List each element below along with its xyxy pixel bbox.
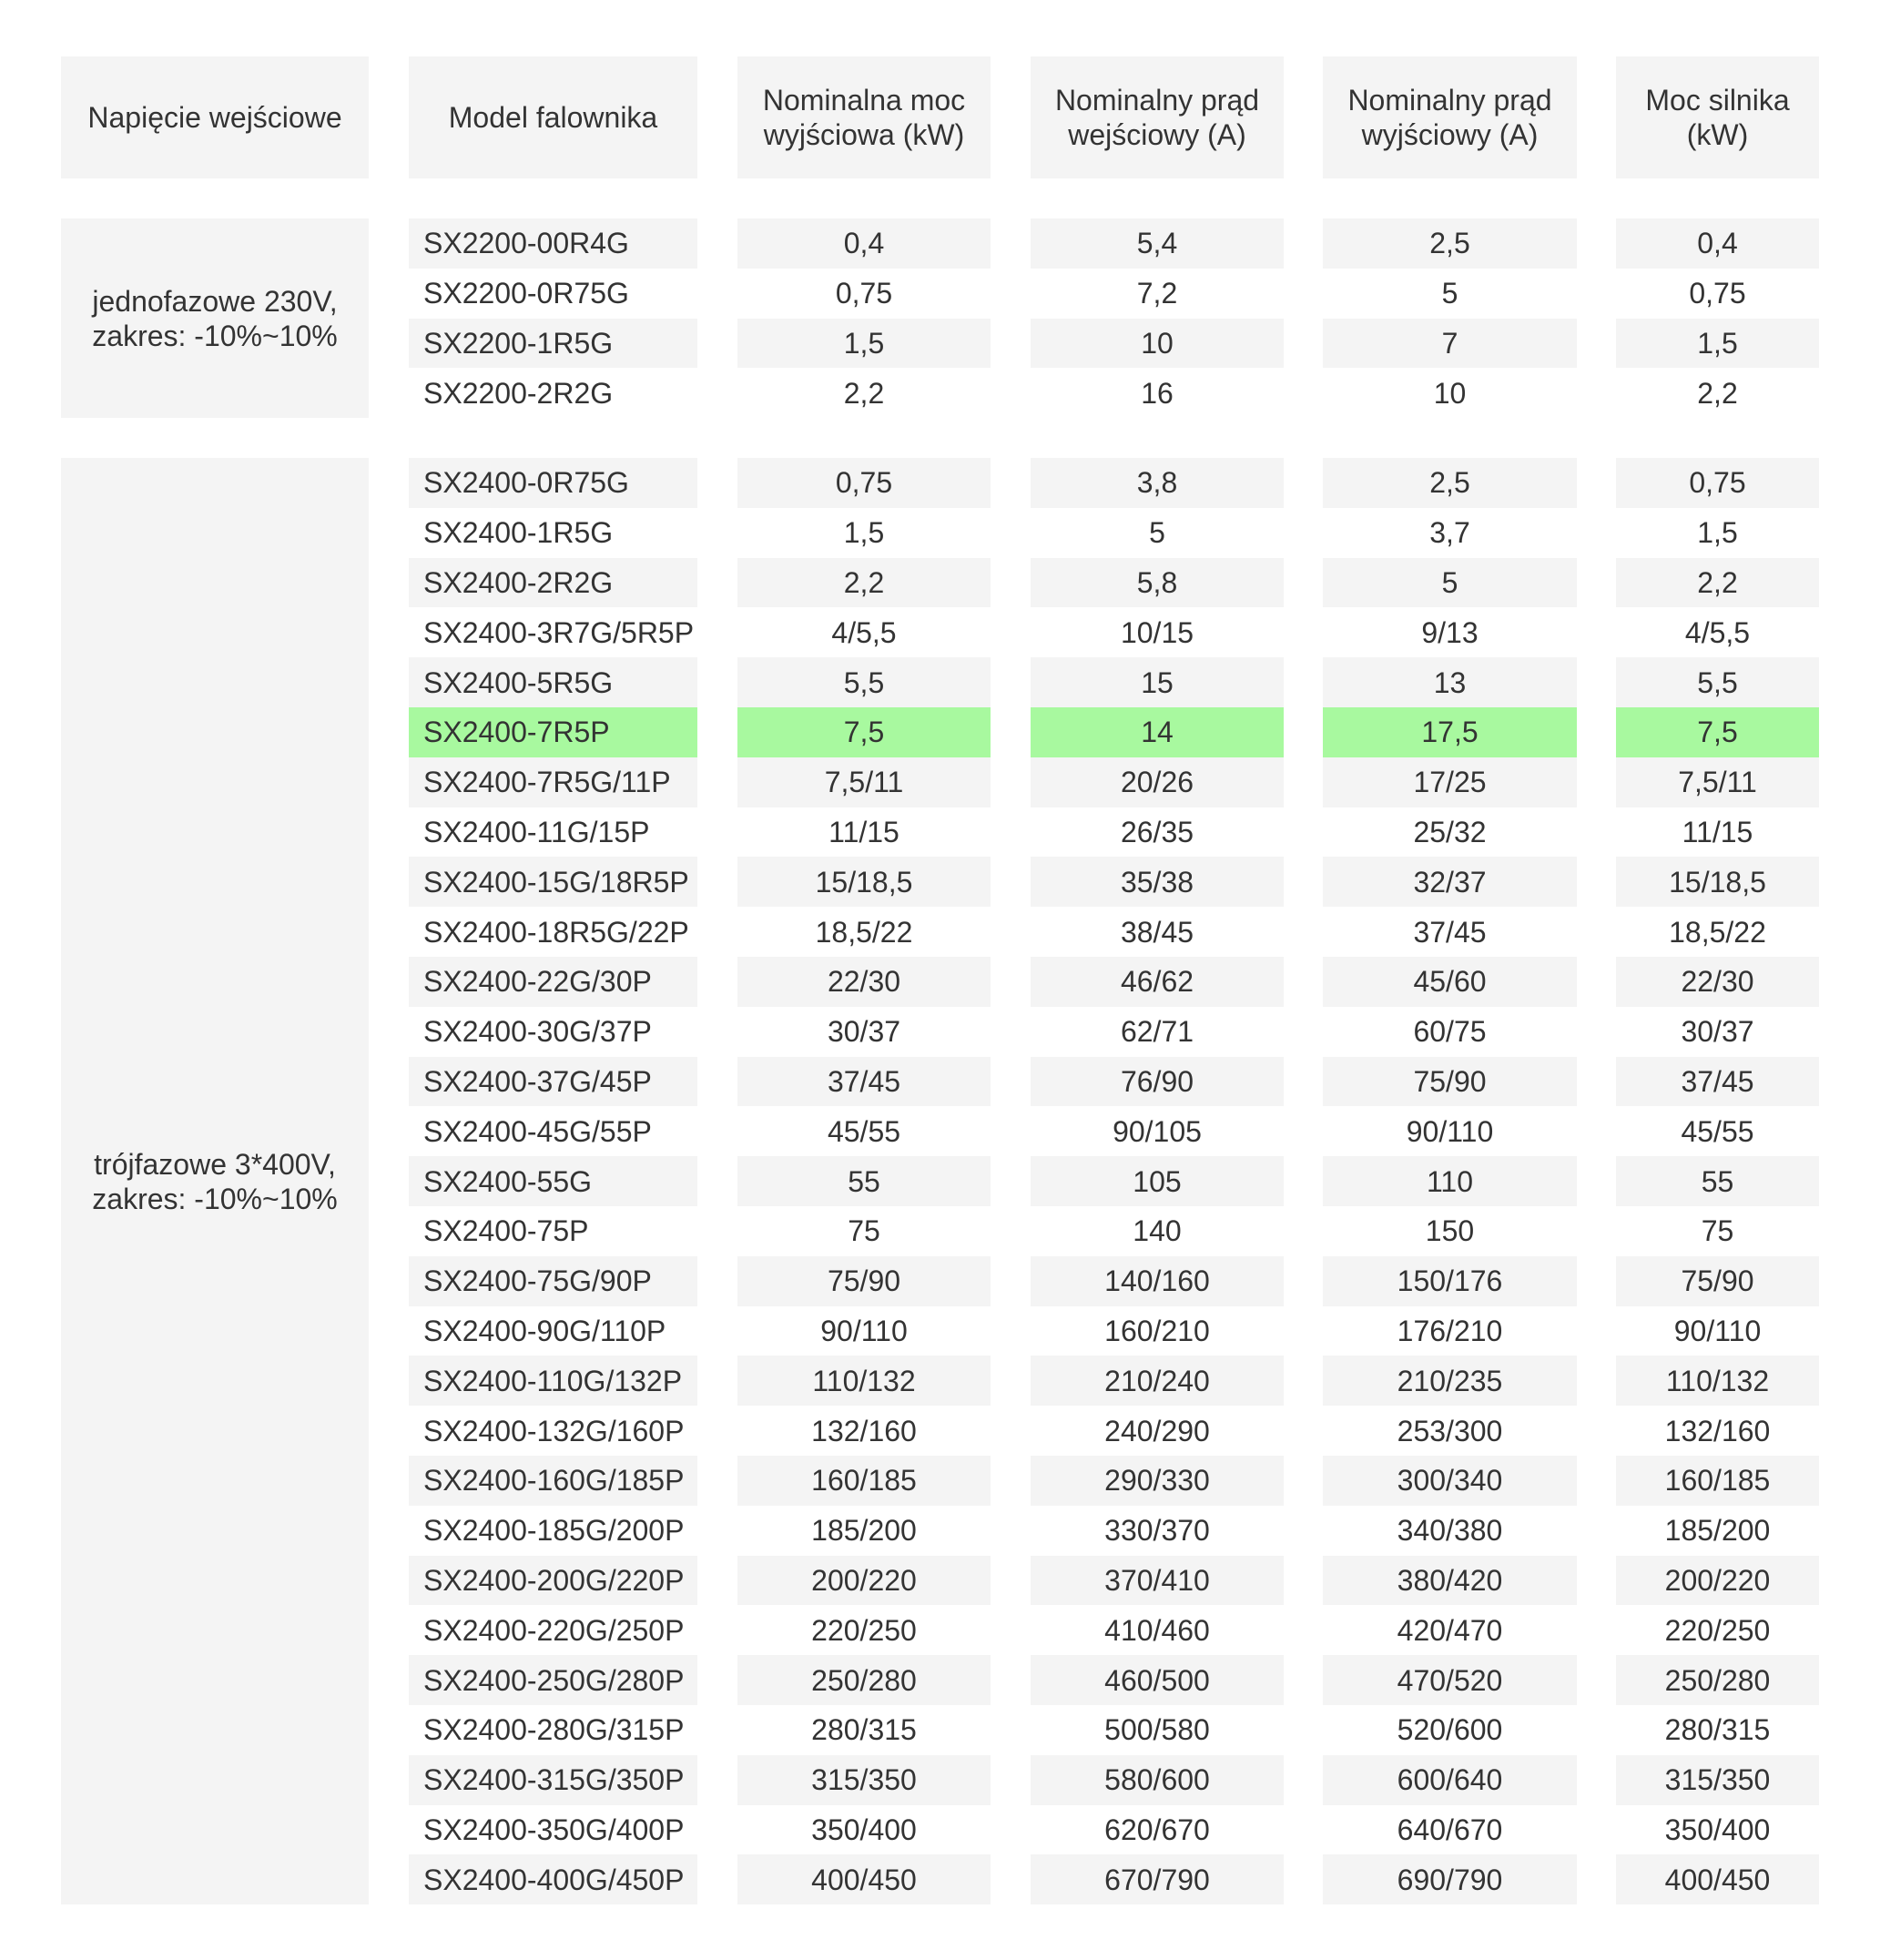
output-current-cell: 7 [1323,319,1577,369]
motor-power-cell: 160/185 [1616,1456,1819,1506]
output-current-cell: 380/420 [1323,1556,1577,1606]
motor-power-cell: 30/37 [1681,1015,1754,1049]
input-current-cell: 76/90 [1031,1057,1284,1107]
input-current-cell: 240/290 [1104,1414,1210,1447]
model-cell: SX2400-350G/400P [423,1813,685,1846]
model-cell: SX2400-18R5G/22P [423,915,689,949]
power-cell: 22/30 [737,957,991,1007]
motor-power-cell: 11/15 [1682,815,1753,848]
input-current-cell: 26/35 [1120,815,1194,848]
output-current-cell: 10 [1433,376,1467,410]
power-cell: 0,75 [835,277,893,310]
motor-power-cell: 0,75 [1689,277,1746,310]
power-cell: 30/37 [827,1015,901,1049]
output-current-cell: 176/210 [1397,1314,1503,1347]
motor-power-cell: 0,4 [1616,218,1819,269]
output-current-cell: 470/520 [1323,1655,1577,1705]
output-current-cell: 17/25 [1323,757,1577,807]
output-current-cell: 150 [1425,1214,1475,1248]
model-cell: SX2400-55G [409,1156,697,1206]
input-current-cell: 580/600 [1031,1755,1284,1805]
column-header: Model falownika [409,56,697,178]
model-cell: SX2400-160G/185P [409,1456,697,1506]
model-cell: SX2400-90G/110P [423,1314,666,1347]
column-header: Nominalny prąd wyjściowy (A) [1323,56,1577,178]
input-current-cell: 290/330 [1031,1456,1284,1506]
power-cell: 185/200 [811,1514,917,1548]
model-cell: SX2400-30G/37P [423,1015,652,1049]
model-cell: SX2200-2R2G [423,376,614,410]
column-header: Napięcie wejściowe [61,56,369,178]
motor-power-cell: 7,5/11 [1616,757,1819,807]
input-current-cell: 500/580 [1104,1713,1210,1747]
output-current-cell: 5 [1323,558,1577,608]
input-current-cell: 16 [1141,376,1174,410]
model-cell: SX2400-185G/200P [423,1514,685,1548]
output-current-cell: 32/37 [1323,857,1577,907]
motor-power-cell: 2,2 [1616,558,1819,608]
model-cell: SX2200-00R4G [409,218,697,269]
output-current-cell: 17,5 [1323,707,1577,757]
output-current-cell: 5 [1441,277,1458,310]
input-current-cell: 38/45 [1120,915,1194,949]
model-cell: SX2400-22G/30P [409,957,697,1007]
power-cell: 75 [848,1214,880,1248]
output-current-cell: 640/670 [1397,1813,1503,1846]
model-cell: SX2400-37G/45P [409,1057,697,1107]
output-current-cell: 60/75 [1413,1015,1487,1049]
motor-power-cell: 22/30 [1616,957,1819,1007]
motor-power-cell: 7,5 [1616,707,1819,757]
model-cell: SX2400-3R7G/5R5P [423,615,695,649]
motor-power-cell: 4/5,5 [1684,615,1751,649]
output-current-cell: 340/380 [1397,1514,1503,1548]
input-current-cell: 460/500 [1031,1655,1284,1705]
power-cell: 160/185 [737,1456,991,1506]
motor-power-cell: 110/132 [1616,1356,1819,1406]
power-cell: 2,2 [843,376,885,410]
power-cell: 37/45 [737,1057,991,1107]
input-current-cell: 670/790 [1031,1854,1284,1904]
model-cell: SX2400-5R5G [409,657,697,707]
motor-power-cell: 90/110 [1673,1314,1762,1347]
input-current-cell: 105 [1031,1156,1284,1206]
output-current-cell: 37/45 [1413,915,1487,949]
power-cell: 55 [737,1156,991,1206]
model-cell: SX2400-15G/18R5P [409,857,697,907]
voltage-group-label: trójfazowe 3*400V, zakres: -10%~10% [61,458,369,1904]
input-current-cell: 5,8 [1031,558,1284,608]
motor-power-cell: 250/280 [1616,1655,1819,1705]
motor-power-cell: 45/55 [1681,1114,1754,1148]
model-cell: SX2400-250G/280P [409,1655,697,1705]
motor-power-cell: 280/315 [1664,1713,1771,1747]
output-current-cell: 600/640 [1323,1755,1577,1805]
model-cell: SX2400-1R5G [423,516,614,550]
motor-power-cell: 350/400 [1664,1813,1771,1846]
motor-power-cell: 315/350 [1616,1755,1819,1805]
input-current-cell: 3,8 [1031,458,1284,508]
power-cell: 2,2 [737,558,991,608]
output-current-cell: 25/32 [1413,815,1487,848]
model-cell: SX2400-75P [423,1214,589,1248]
input-current-cell: 620/670 [1104,1813,1210,1846]
power-cell: 7,5 [737,707,991,757]
input-current-cell: 160/210 [1104,1314,1210,1347]
input-current-cell: 140 [1133,1214,1182,1248]
column-header: Nominalna moc wyjściowa (kW) [737,56,991,178]
input-current-cell: 10/15 [1120,615,1194,649]
output-current-cell: 2,5 [1323,458,1577,508]
power-cell: 132/160 [811,1414,917,1447]
model-cell: SX2400-7R5P [409,707,697,757]
power-cell: 315/350 [737,1755,991,1805]
power-cell: 45/55 [827,1114,901,1148]
power-cell: 7,5/11 [737,757,991,807]
model-cell: SX2400-11G/15P [423,815,650,848]
output-current-cell: 520/600 [1397,1713,1503,1747]
power-cell: 11/15 [828,815,899,848]
output-current-cell: 75/90 [1323,1057,1577,1107]
power-cell: 280/315 [811,1713,917,1747]
output-current-cell: 3,7 [1429,516,1470,550]
power-cell: 5,5 [737,657,991,707]
motor-power-cell: 55 [1616,1156,1819,1206]
power-cell: 1,5 [843,516,885,550]
motor-power-cell: 1,5 [1697,516,1738,550]
power-cell: 220/250 [811,1613,917,1647]
output-current-cell: 420/470 [1397,1613,1503,1647]
voltage-group-label: jednofazowe 230V, zakres: -10%~10% [61,218,369,418]
model-cell: SX2400-280G/315P [423,1713,685,1747]
input-current-cell: 10 [1031,319,1284,369]
input-current-cell: 140/160 [1031,1256,1284,1306]
motor-power-cell: 75/90 [1616,1256,1819,1306]
motor-power-cell: 400/450 [1616,1854,1819,1904]
output-current-cell: 2,5 [1323,218,1577,269]
model-cell: SX2400-315G/350P [409,1755,697,1805]
input-current-cell: 14 [1031,707,1284,757]
input-current-cell: 5,4 [1031,218,1284,269]
input-current-cell: 5 [1149,516,1165,550]
column-header: Nominalny prąd wejściowy (A) [1031,56,1284,178]
power-cell: 18,5/22 [815,915,913,949]
motor-power-cell: 18,5/22 [1669,915,1766,949]
model-cell: SX2400-220G/250P [423,1613,685,1647]
model-cell: SX2400-0R75G [409,458,697,508]
model-cell: SX2200-1R5G [409,319,697,369]
model-cell: SX2400-2R2G [409,558,697,608]
motor-power-cell: 132/160 [1664,1414,1771,1447]
power-cell: 250/280 [737,1655,991,1705]
power-cell: 0,75 [737,458,991,508]
motor-power-cell: 2,2 [1697,376,1738,410]
input-current-cell: 410/460 [1104,1613,1210,1647]
model-cell: SX2400-110G/132P [409,1356,697,1406]
output-current-cell: 150/176 [1323,1256,1577,1306]
input-current-cell: 330/370 [1104,1514,1210,1548]
input-current-cell: 15 [1031,657,1284,707]
model-cell: SX2400-200G/220P [409,1556,697,1606]
input-current-cell: 20/26 [1031,757,1284,807]
model-cell: SX2400-7R5G/11P [409,757,697,807]
power-cell: 0,4 [737,218,991,269]
column-header: Moc silnika (kW) [1616,56,1819,178]
motor-power-cell: 200/220 [1616,1556,1819,1606]
output-current-cell: 45/60 [1323,957,1577,1007]
output-current-cell: 210/235 [1323,1356,1577,1406]
output-current-cell: 253/300 [1397,1414,1503,1447]
motor-power-cell: 0,75 [1616,458,1819,508]
input-current-cell: 46/62 [1031,957,1284,1007]
output-current-cell: 690/790 [1323,1854,1577,1904]
input-current-cell: 370/410 [1031,1556,1284,1606]
power-cell: 400/450 [737,1854,991,1904]
input-current-cell: 7,2 [1136,277,1178,310]
output-current-cell: 90/110 [1406,1114,1494,1148]
power-cell: 200/220 [737,1556,991,1606]
motor-power-cell: 1,5 [1616,319,1819,369]
power-cell: 350/400 [811,1813,917,1846]
model-cell: SX2400-400G/450P [409,1854,697,1904]
output-current-cell: 13 [1323,657,1577,707]
output-current-cell: 300/340 [1323,1456,1577,1506]
power-cell: 110/132 [737,1356,991,1406]
model-cell: SX2400-45G/55P [423,1114,652,1148]
model-cell: SX2400-132G/160P [423,1414,685,1447]
input-current-cell: 35/38 [1031,857,1284,907]
input-current-cell: 90/105 [1113,1114,1202,1148]
power-cell: 15/18,5 [737,857,991,907]
output-current-cell: 110 [1323,1156,1577,1206]
motor-power-cell: 15/18,5 [1616,857,1819,907]
power-cell: 1,5 [737,319,991,369]
power-cell: 90/110 [820,1314,908,1347]
power-cell: 75/90 [737,1256,991,1306]
motor-power-cell: 75 [1701,1214,1734,1248]
motor-power-cell: 185/200 [1664,1514,1771,1548]
output-current-cell: 9/13 [1421,615,1479,649]
model-cell: SX2400-75G/90P [409,1256,697,1306]
motor-power-cell: 5,5 [1616,657,1819,707]
input-current-cell: 210/240 [1031,1356,1284,1406]
motor-power-cell: 220/250 [1664,1613,1771,1647]
motor-power-cell: 37/45 [1616,1057,1819,1107]
power-cell: 4/5,5 [831,615,897,649]
model-cell: SX2200-0R75G [423,277,629,310]
input-current-cell: 62/71 [1120,1015,1194,1049]
